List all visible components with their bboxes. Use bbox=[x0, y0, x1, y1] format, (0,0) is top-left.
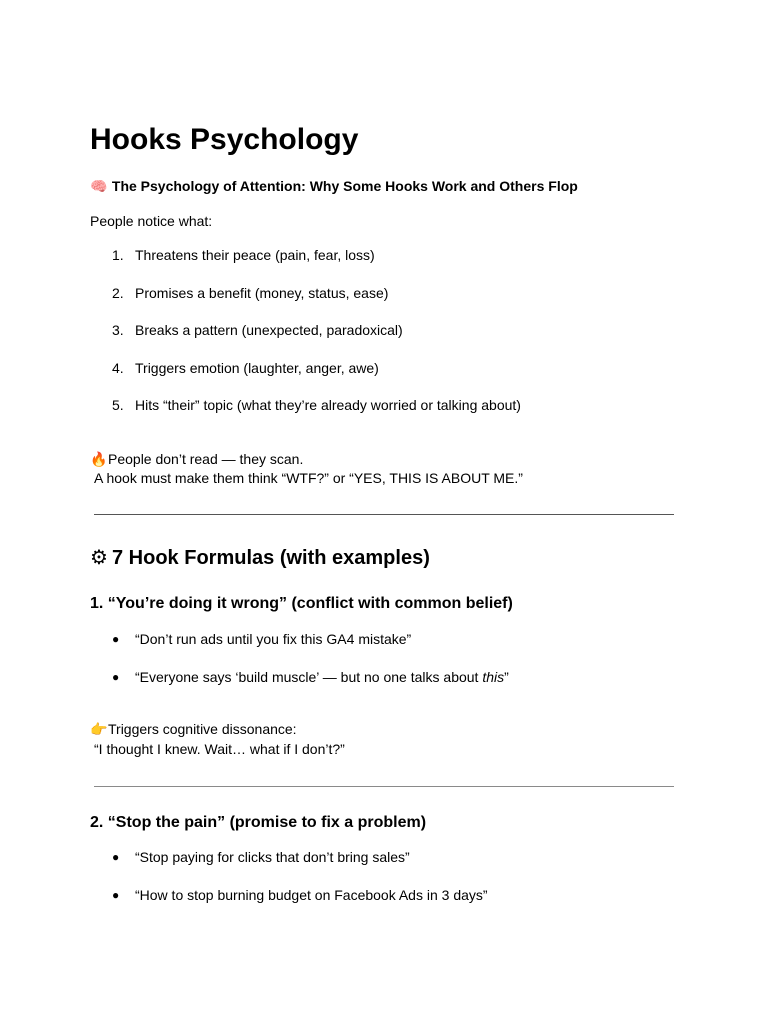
intro-text: People notice what: bbox=[90, 213, 213, 229]
subtitle-text: The Psychology of Attention: Why Some Hooks Work and Others Flop bbox=[111, 178, 578, 194]
notice-list bbox=[90, 246, 521, 434]
formulas-heading: ⚙ 7 Hook Formulas (with examples) bbox=[90, 547, 430, 569]
divider bbox=[94, 786, 674, 787]
list-item: 1. Threatens their peace (pain, fear, loss) bbox=[112, 247, 375, 263]
bullet-icon: ● bbox=[112, 669, 120, 684]
list-item: ● “Don’t run ads until you fix this GA4 mistake” bbox=[112, 631, 412, 647]
list-item: 5. Hits “their” topic (what they’re already worried or talking about) bbox=[112, 397, 521, 413]
formula-1-note-line2: “I thought I knew. Wait… what if I don’t?” bbox=[94, 741, 345, 757]
formula-1-examples bbox=[90, 630, 509, 705]
bullet-icon: ● bbox=[112, 887, 120, 902]
bullet-icon: ● bbox=[112, 632, 120, 646]
formula-1-note: 👉Triggers cognitive dissonance: bbox=[90, 721, 297, 737]
formula-2-examples bbox=[90, 848, 488, 923]
page-title: Hooks Psychology bbox=[90, 123, 359, 156]
scan-callout: 🔥People don’t read — they scan. bbox=[90, 451, 304, 467]
gear-icon: ⚙ bbox=[90, 547, 108, 569]
bullet-icon: ● bbox=[112, 850, 120, 864]
divider bbox=[94, 514, 674, 515]
list-item: 3. Breaks a pattern (unexpected, paradoxical) bbox=[112, 322, 403, 338]
list-item: ● “Stop paying for clicks that don’t bring sales” bbox=[112, 849, 410, 865]
list-item: 2. Promises a benefit (money, status, ease) bbox=[112, 284, 389, 301]
brain-icon: 🧠 bbox=[90, 178, 108, 194]
scan-callout-line2: A hook must make them think “WTF?” or “YES, THIS IS ABOUT ME.” bbox=[94, 470, 523, 486]
formula-1-heading: 1. “You’re doing it wrong” (conflict with common belief) bbox=[90, 595, 513, 612]
pointing-hand-icon: 👉 bbox=[90, 721, 108, 737]
fire-icon: 🔥 bbox=[90, 451, 108, 467]
formula-2-heading: 2. “Stop the pain” (promise to fix a problem) bbox=[90, 814, 427, 831]
list-item: ● “Everyone says ‘build muscle’ — but no one talks about this” bbox=[112, 668, 509, 685]
subtitle bbox=[90, 177, 578, 195]
list-item: ● “How to stop burning budget on Facebook Ads in 3 days” bbox=[112, 886, 488, 903]
list-item: 4. Triggers emotion (laughter, anger, awe) bbox=[112, 359, 379, 376]
